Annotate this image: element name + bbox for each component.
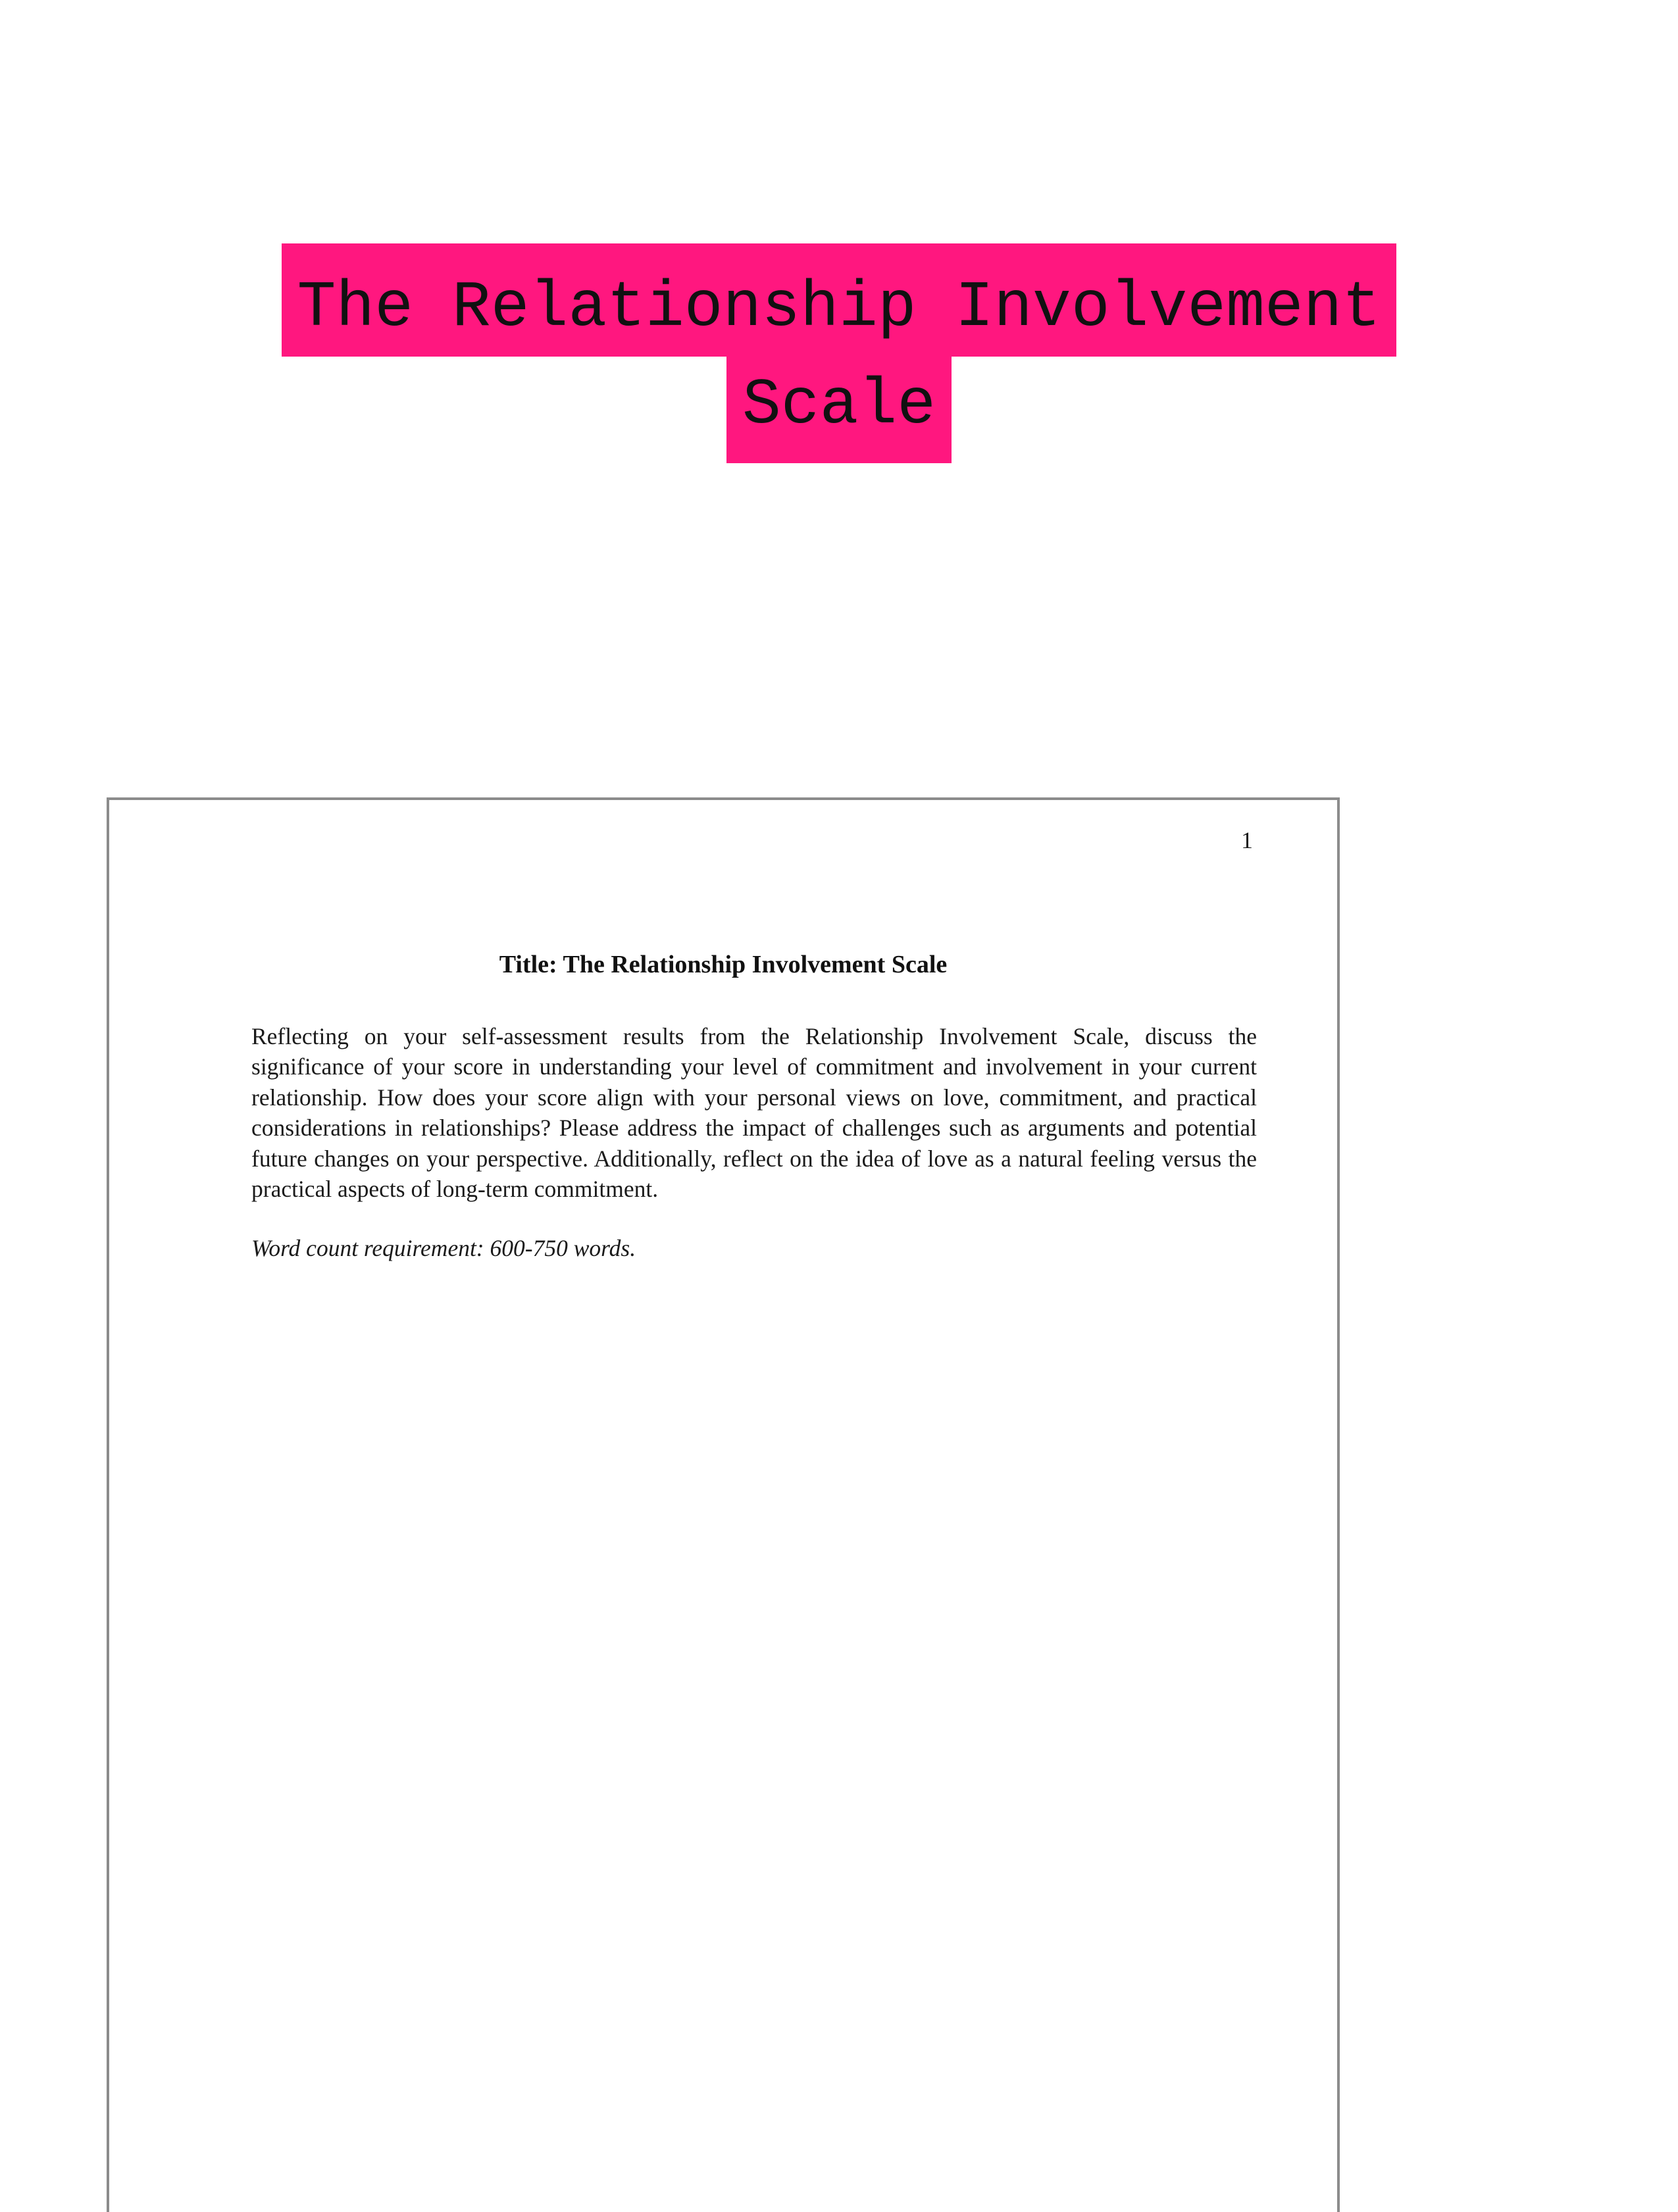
- document-body: Reflecting on your self-assessment results from the Relationship Involvement Scale, discuss the significance of your score in understanding your level of commitment and involvement in your current relationship. How does your score align with your personal views on love, commitment, and practical considerations in relationships? Please address the impact of challenges such as arguments and potential future changes on your perspective. Additionally, reflect on the idea of love as a natural feeling versus the practical aspects of long-term commitment.: [251, 1023, 1257, 1203]
- document-title: Title: The Relationship Involvement Scale: [499, 951, 948, 978]
- banner-title-line-2: Scale: [726, 357, 952, 463]
- page-number: 1: [1241, 827, 1253, 853]
- document-page-preview: [107, 797, 1340, 2212]
- word-count-note: Word count requirement: 600-750 words.: [251, 1235, 636, 1261]
- title-banner: [0, 243, 1678, 463]
- banner-title-line-1: The Relationship Involvement: [282, 243, 1397, 357]
